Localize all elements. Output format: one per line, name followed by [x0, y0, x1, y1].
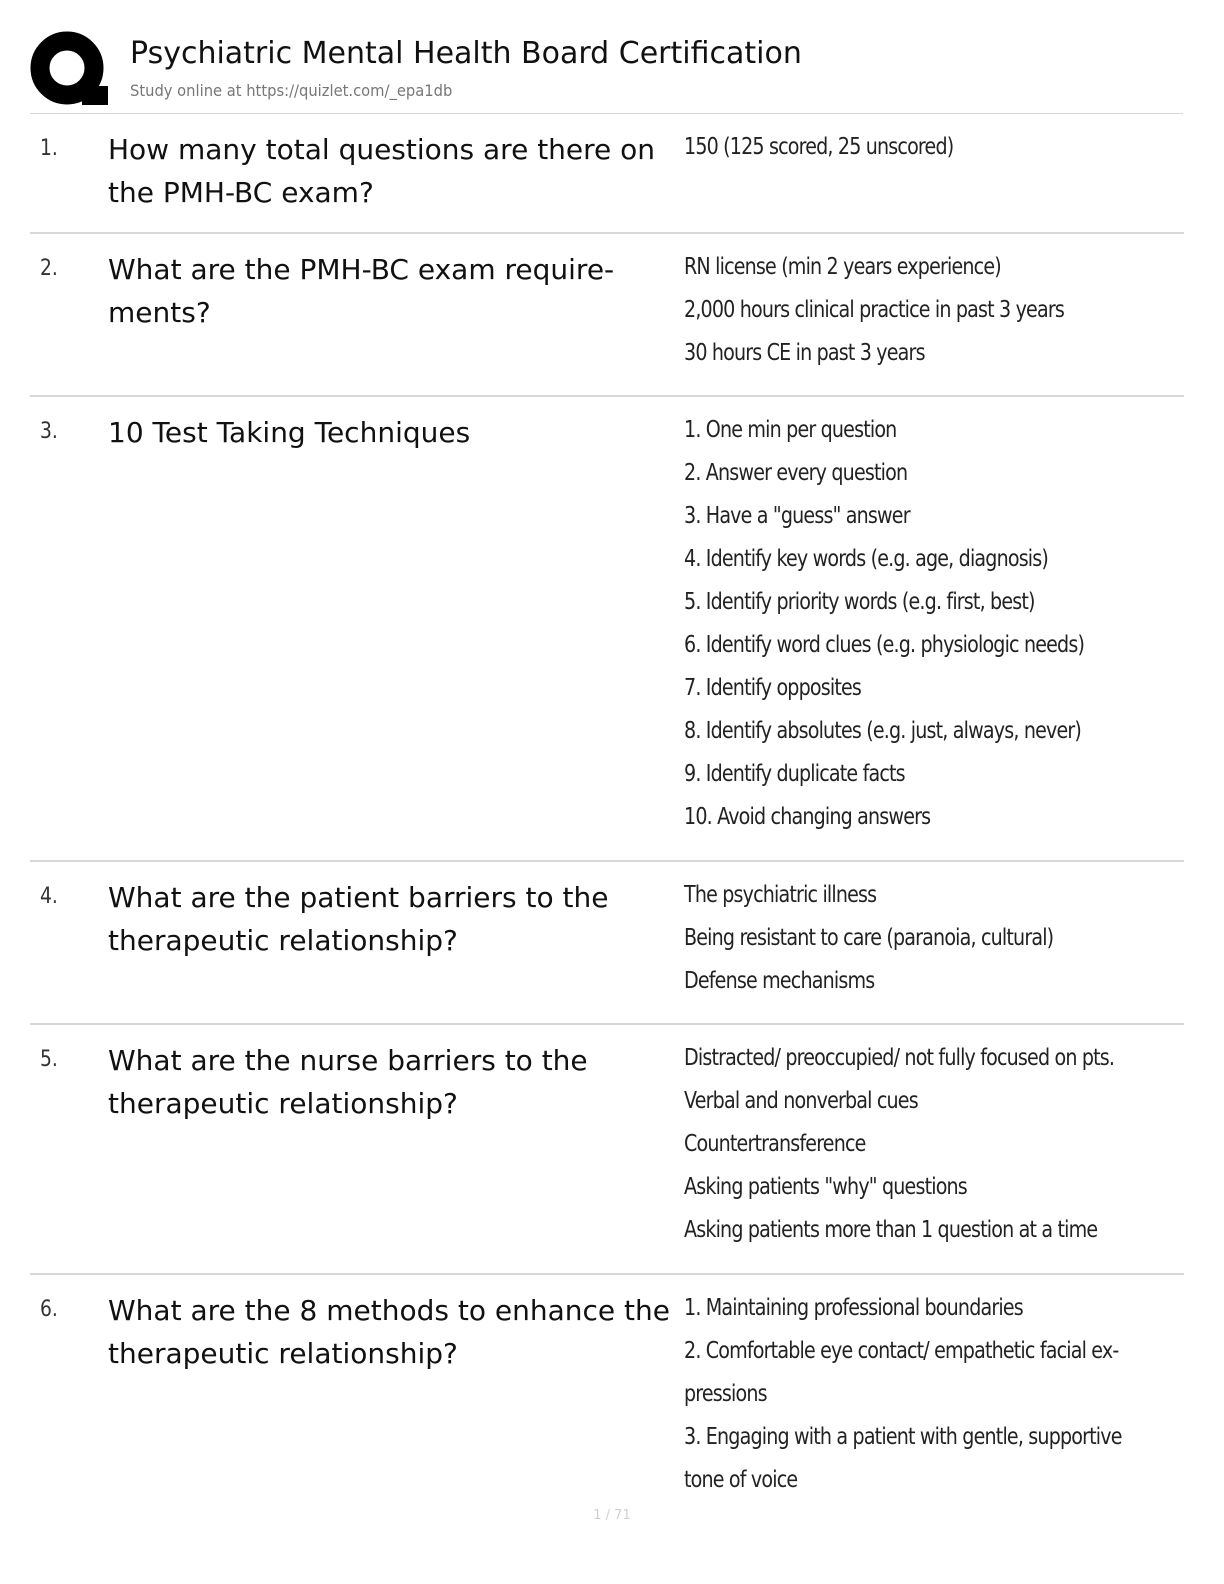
flashcard-row: [30, 397, 1184, 862]
card-term: How many total questions are there on the PMH-BC exam?: [108, 133, 656, 209]
definition-line: 30 hours CE in past 3 years: [684, 340, 925, 366]
card-number: 3.: [40, 419, 58, 444]
definition-line: 8. Identify absolutes (e.g. just, always, never): [684, 718, 1082, 744]
flashcard-row: [30, 1025, 1184, 1275]
definition-line: 2,000 hours clinical practice in past 3 years: [684, 297, 1064, 323]
definition-line: pressions: [684, 1381, 767, 1407]
flashcard-row: [30, 1275, 1184, 1525]
definition-line: 2. Comfortable eye contact/ empathetic facial ex-: [684, 1338, 1119, 1364]
card-term: What are the PMH-BC exam require-ments?: [108, 253, 615, 329]
card-term: What are the nurse barriers to the therapeutic relationship?: [108, 1044, 588, 1120]
study-online-link[interactable]: Study online at https://quizlet.com/_epa1db: [130, 81, 453, 100]
card-number: 5.: [40, 1047, 58, 1072]
definition-line: Distracted/ preoccupied/ not fully focused on pts.: [684, 1045, 1115, 1071]
definition-line: Asking patients "why" questions: [684, 1174, 967, 1200]
definition-line: Asking patients more than 1 question at a time: [684, 1217, 1098, 1243]
definition-line: 10. Avoid changing answers: [684, 804, 931, 830]
definition-line: 3. Engaging with a patient with gentle, supportive: [684, 1424, 1122, 1450]
card-definition: [684, 1287, 1184, 1502]
card-term: 10 Test Taking Techniques: [108, 416, 471, 449]
card-number: 1.: [40, 136, 58, 161]
card-definition: [684, 409, 1184, 839]
definition-line: 9. Identify duplicate facts: [684, 761, 905, 787]
page-indicator: 1 / 71: [593, 1508, 631, 1523]
flashcard-list: [30, 114, 1184, 1525]
flashcard-row: [30, 114, 1184, 234]
card-number: 6.: [40, 1297, 58, 1322]
definition-line: tone of voice: [684, 1467, 798, 1493]
definition-line: 4. Identify key words (e.g. age, diagnosis): [684, 546, 1049, 572]
card-definition: [684, 874, 1184, 1003]
definition-line: Verbal and nonverbal cues: [684, 1088, 918, 1114]
definition-line: 6. Identify word clues (e.g. physiologic needs): [684, 632, 1085, 658]
card-number: 2.: [40, 256, 58, 281]
definition-line: RN license (min 2 years experience): [684, 254, 1001, 280]
card-definition: [684, 126, 1184, 169]
definition-line: The psychiatric illness: [684, 882, 877, 908]
definition-line: Countertransference: [684, 1131, 866, 1157]
document-title: Psychiatric Mental Health Board Certification: [130, 36, 802, 71]
definition-line: Being resistant to care (paranoia, cultural): [684, 925, 1054, 951]
definition-line: 7. Identify opposites: [684, 675, 862, 701]
quizlet-q-logo-icon: [30, 30, 108, 108]
page-header: [30, 28, 1184, 114]
card-definition: [684, 246, 1184, 375]
card-term: What are the patient barriers to the therapeutic relationship?: [108, 881, 609, 957]
card-definition: [684, 1037, 1184, 1252]
definition-line: 150 (125 scored, 25 unscored): [684, 134, 954, 160]
definition-line: Defense mechanisms: [684, 968, 875, 994]
definition-line: 3. Have a "guess" answer: [684, 503, 910, 529]
flashcard-row: [30, 862, 1184, 1025]
definition-line: 2. Answer every question: [684, 460, 908, 486]
definition-line: 1. Maintaining professional boundaries: [684, 1295, 1023, 1321]
definition-line: 5. Identify priority words (e.g. first, best): [684, 589, 1035, 615]
flashcard-row: [30, 234, 1184, 397]
definition-line: 1. One min per question: [684, 417, 897, 443]
card-term: What are the 8 methods to enhance the therapeutic relationship?: [108, 1294, 670, 1370]
card-number: 4.: [40, 884, 58, 909]
